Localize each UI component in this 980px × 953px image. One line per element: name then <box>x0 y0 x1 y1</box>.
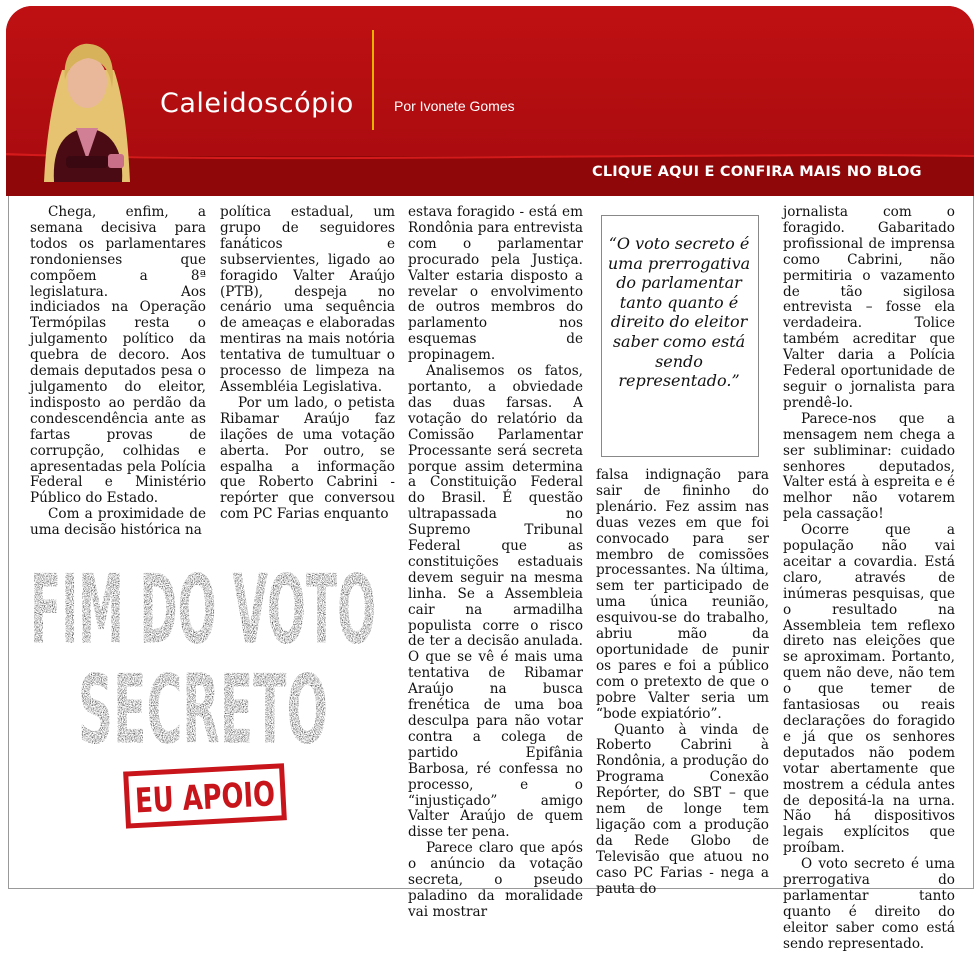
paragraph: Com a proximidade de uma decisão histórica na <box>30 506 206 539</box>
blog-link[interactable]: CLIQUE AQUI E CONFIRA MAIS NO BLOG <box>592 164 922 180</box>
article-column-3 <box>408 205 583 921</box>
article-column-2 <box>220 205 395 523</box>
article-column-4 <box>596 468 769 897</box>
column-header <box>6 6 974 196</box>
pullquote-text: “O voto secreto é uma prerrogativa do parlamentar tanto quanto é direito do eleitor saber como está sendo representado.” <box>607 234 751 391</box>
paragraph: jornalista com o foragido. Gabaritado profissional de imprensa como Cabrini, não permitiria o vazamento de tão sigilosa entrevista – fosse ela verdadeira. Tolice também acreditar que Valter daria a Polícia Federal oportunidade de seguir o jornalista para prendê-lo. <box>783 204 955 411</box>
paragraph: Parece claro que após o anúncio da votação secreta, o pseudo paladino da moralidade vai mostrar <box>408 840 583 920</box>
paragraph: Ocorre que a população não vai aceitar a covardia. Está claro, através de inúmeras pesquisas, que o resultado na Assembleia tem reflexo direto nas eleições que se aproximam. Portanto, quem não deve, não tem o que temer de fantasiosas ou reais declarações do foragido e já que os senhores deputados não podem votar abertamente que mostrem a cédula antes de depositá-la na urna. Não há dispositivos legais explícitos que proíbam. <box>783 522 955 857</box>
paragraph: Parece-nos que a mensagem nem chega a ser subliminar: cuidado senhores deputados, Valter está à espreita e é melhor não votarem pela cassação! <box>783 410 955 523</box>
column-title: Caleidoscópio <box>160 88 354 119</box>
paragraph: Por um lado, o petista Ribamar Araújo faz ilações de uma votação aberta. Por outro, se espalha a informação que Roberto Cabrini - repórter que conversou com PC Farias enquanto <box>220 394 395 523</box>
paragraph: Quanto à vinda de Roberto Cabrini à Rondônia, a produção do Programa Conexão Repórter, do SBT – que nem de longe tem ligação com a produção da Rede Globo de Televisão que atuou no caso PC Farias - nega a pauta do <box>596 721 769 897</box>
paragraph: Analisemos os fatos, portanto, a obviedade das duas farsas. A votação do relatório da Comissão Parlamentar Processante será secreta porque assim determina a Constituição Federal do Brasil. É questão ultrapassada no Supremo Tribunal Federal que as constituições estaduais devem seguir na mesma linha. Se a Assembleia cair na armadilha populista corre o risco de ter a decisão anulada. O que se vê é mais uma tentativa de Ribamar Araújo na busca frenética de uma boa desculpa para não votar contra a colega de partido Epifânia Barbosa, ré confessa no processo, e o “injustiçado” amigo Valter Araújo de quem disse ter pena. <box>408 363 583 841</box>
poster-line-2: SECRETO <box>78 655 328 766</box>
paragraph: Chega, enfim, a semana decisiva para todos os parlamentares rondonienses que compõem a 8ª legislatura. Aos indiciados na Operação Termópilas resta o julgamento político da quebra de decoro. Aos demais deputados pesa o julgamento do eleitor, indisposto ao perdão da condescendência ante as fartas provas de corrupção, colhidas e apresentadas pela Polícia Federal e Ministério Público do Estado. <box>30 204 206 507</box>
paragraph: falsa indignação para sair de fininho do plenário. Fez assim nas duas vezes em que foi convocado para ser membro de comissões processantes. Na última, sem ter participado de uma única reunião, esquivou-se do trabalho, abriu mão da oportunidade de punir os pares e foi a público com o pretexto de que o pobre Valter seria um “bode expiatório”. <box>596 467 769 722</box>
poster-line-1: FIM DO VOTO <box>30 555 377 666</box>
campaign-poster <box>28 520 378 850</box>
author-photo <box>32 30 142 182</box>
header-divider <box>372 30 374 130</box>
article-column-5 <box>783 205 955 953</box>
paragraph: política estadual, um grupo de seguidores fanáticos e subservientes, ligado ao foragido Valter Araújo (PTB), despeja no cenário uma sequência de ameaças e elaboradas mentiras na mais notória tentativa de tumultuar o processo de limpeza na Assembléia Legislativa. <box>220 204 395 395</box>
paragraph: O voto secreto é uma prerrogativa do parlamentar tanto quanto é direito do eleitor saber como está sendo representado. <box>783 856 955 952</box>
paragraph: estava foragido - está em Rondônia para entrevista com o parlamentar procurado pela Justiça. Valter estaria disposto a revelar o envolvimento de outros membros do parlamento nos esquemas de propinagem. <box>408 204 583 364</box>
article-column-1 <box>30 205 206 539</box>
poster-stamp: EU APOIO <box>134 771 321 822</box>
author-byline: Por Ivonete Gomes <box>394 98 515 114</box>
